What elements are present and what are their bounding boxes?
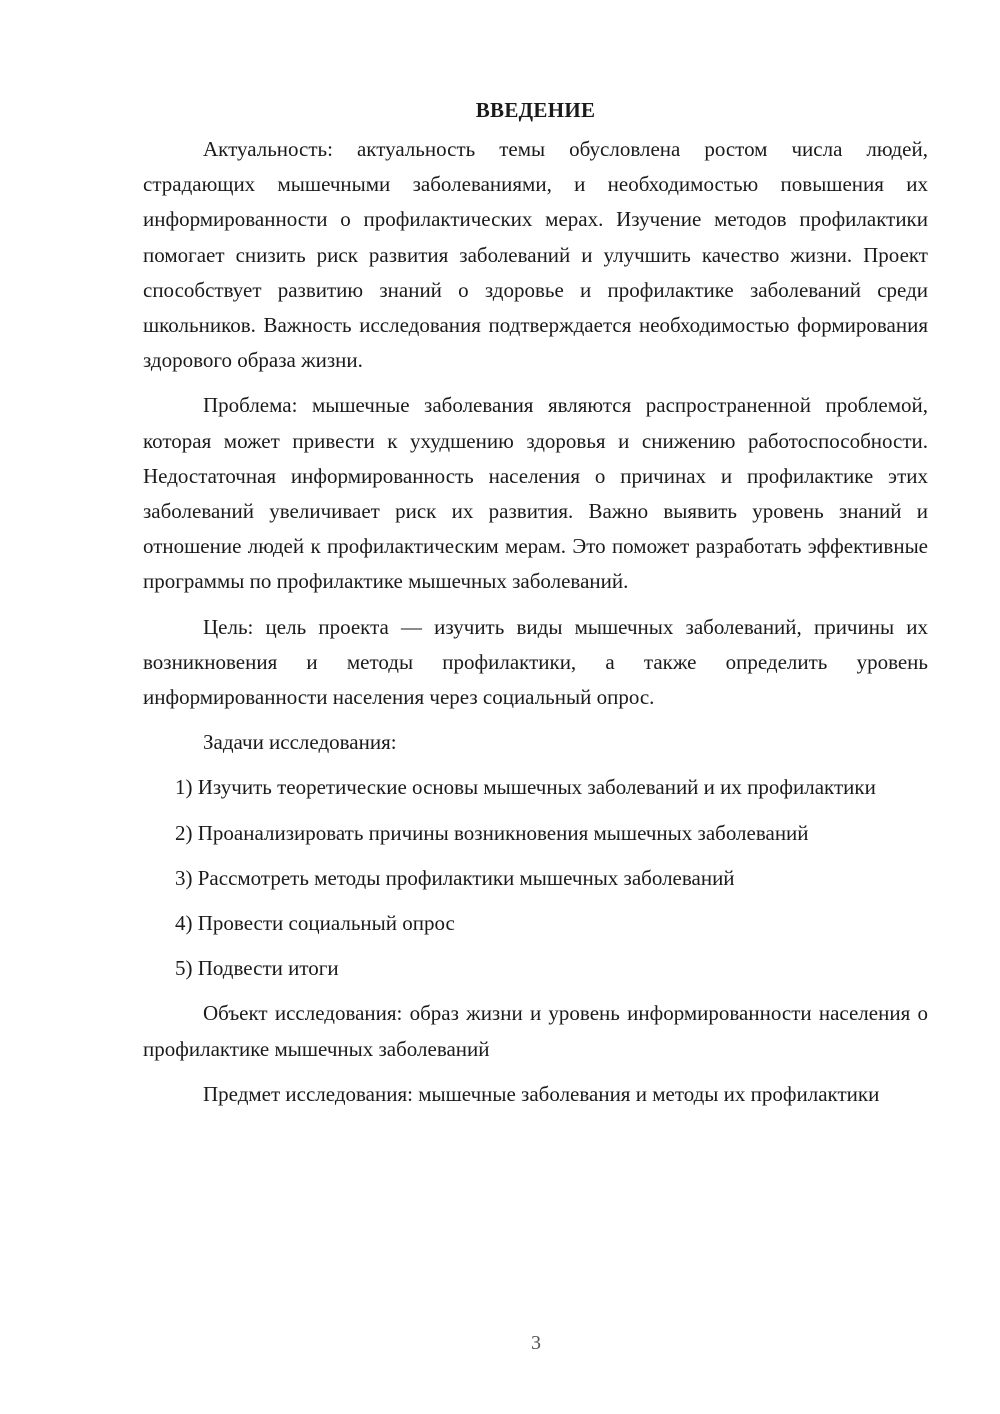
list-item: 3) Рассмотреть методы профилактики мышечных заболеваний <box>175 865 735 890</box>
document-page <box>143 92 928 1112</box>
page-title: ВВЕДЕНИЕ <box>475 98 596 122</box>
tasks-list <box>143 770 928 986</box>
paragraph-relevance: Актуальность: актуальность темы обусловлена ростом числа людей, страдающих мышечными заболеваниями, и необходимостью повышения их информированности о профилактических мерах. Изучение методов профилактики помогает снизить риск развития заболеваний и улучшить качество жизни. Проект способствует развитию знаний о здоровье и профилактике заболеваний среди школьников. Важность исследования подтверждается необходимостью формирования здорового образа жизни. <box>143 137 928 373</box>
list-item: 2) Проанализировать причины возникновения мышечных заболеваний <box>175 820 809 845</box>
paragraph-subject: Предмет исследования: мышечные заболевания и методы их профилактики <box>203 1081 880 1106</box>
tasks-heading: Задачи исследования: <box>203 730 397 755</box>
list-item: 5) Подвести итоги <box>175 956 339 981</box>
paragraph-object: Объект исследования: образ жизни и уровень информированности населения о профилактике мышечных заболеваний <box>143 1001 928 1061</box>
paragraph-goal: Цель: цель проекта — изучить виды мышечных заболеваний, причины их возникновения и методы профилактики, а также определить уровень информированности населения через социальный опрос. <box>143 614 928 710</box>
list-item: 1) Изучить теоретические основы мышечных заболеваний и их профилактики <box>175 775 876 800</box>
list-item: 4) Провести социальный опрос <box>175 911 455 936</box>
paragraph-problem: Проблема: мышечные заболевания являются распространенной проблемой, которая может привести к ухудшению здоровья и снижению работоспособности. Недостаточная информированность населения о причинах и профилактике этих заболеваний увеличивает риск их развития. Важно выявить уровень знаний и отношение людей к профилактическим мерам. Это поможет разработать эффективные программы по профилактике мышечных заболеваний. <box>143 393 928 594</box>
page-number: 3 <box>531 1332 541 1354</box>
